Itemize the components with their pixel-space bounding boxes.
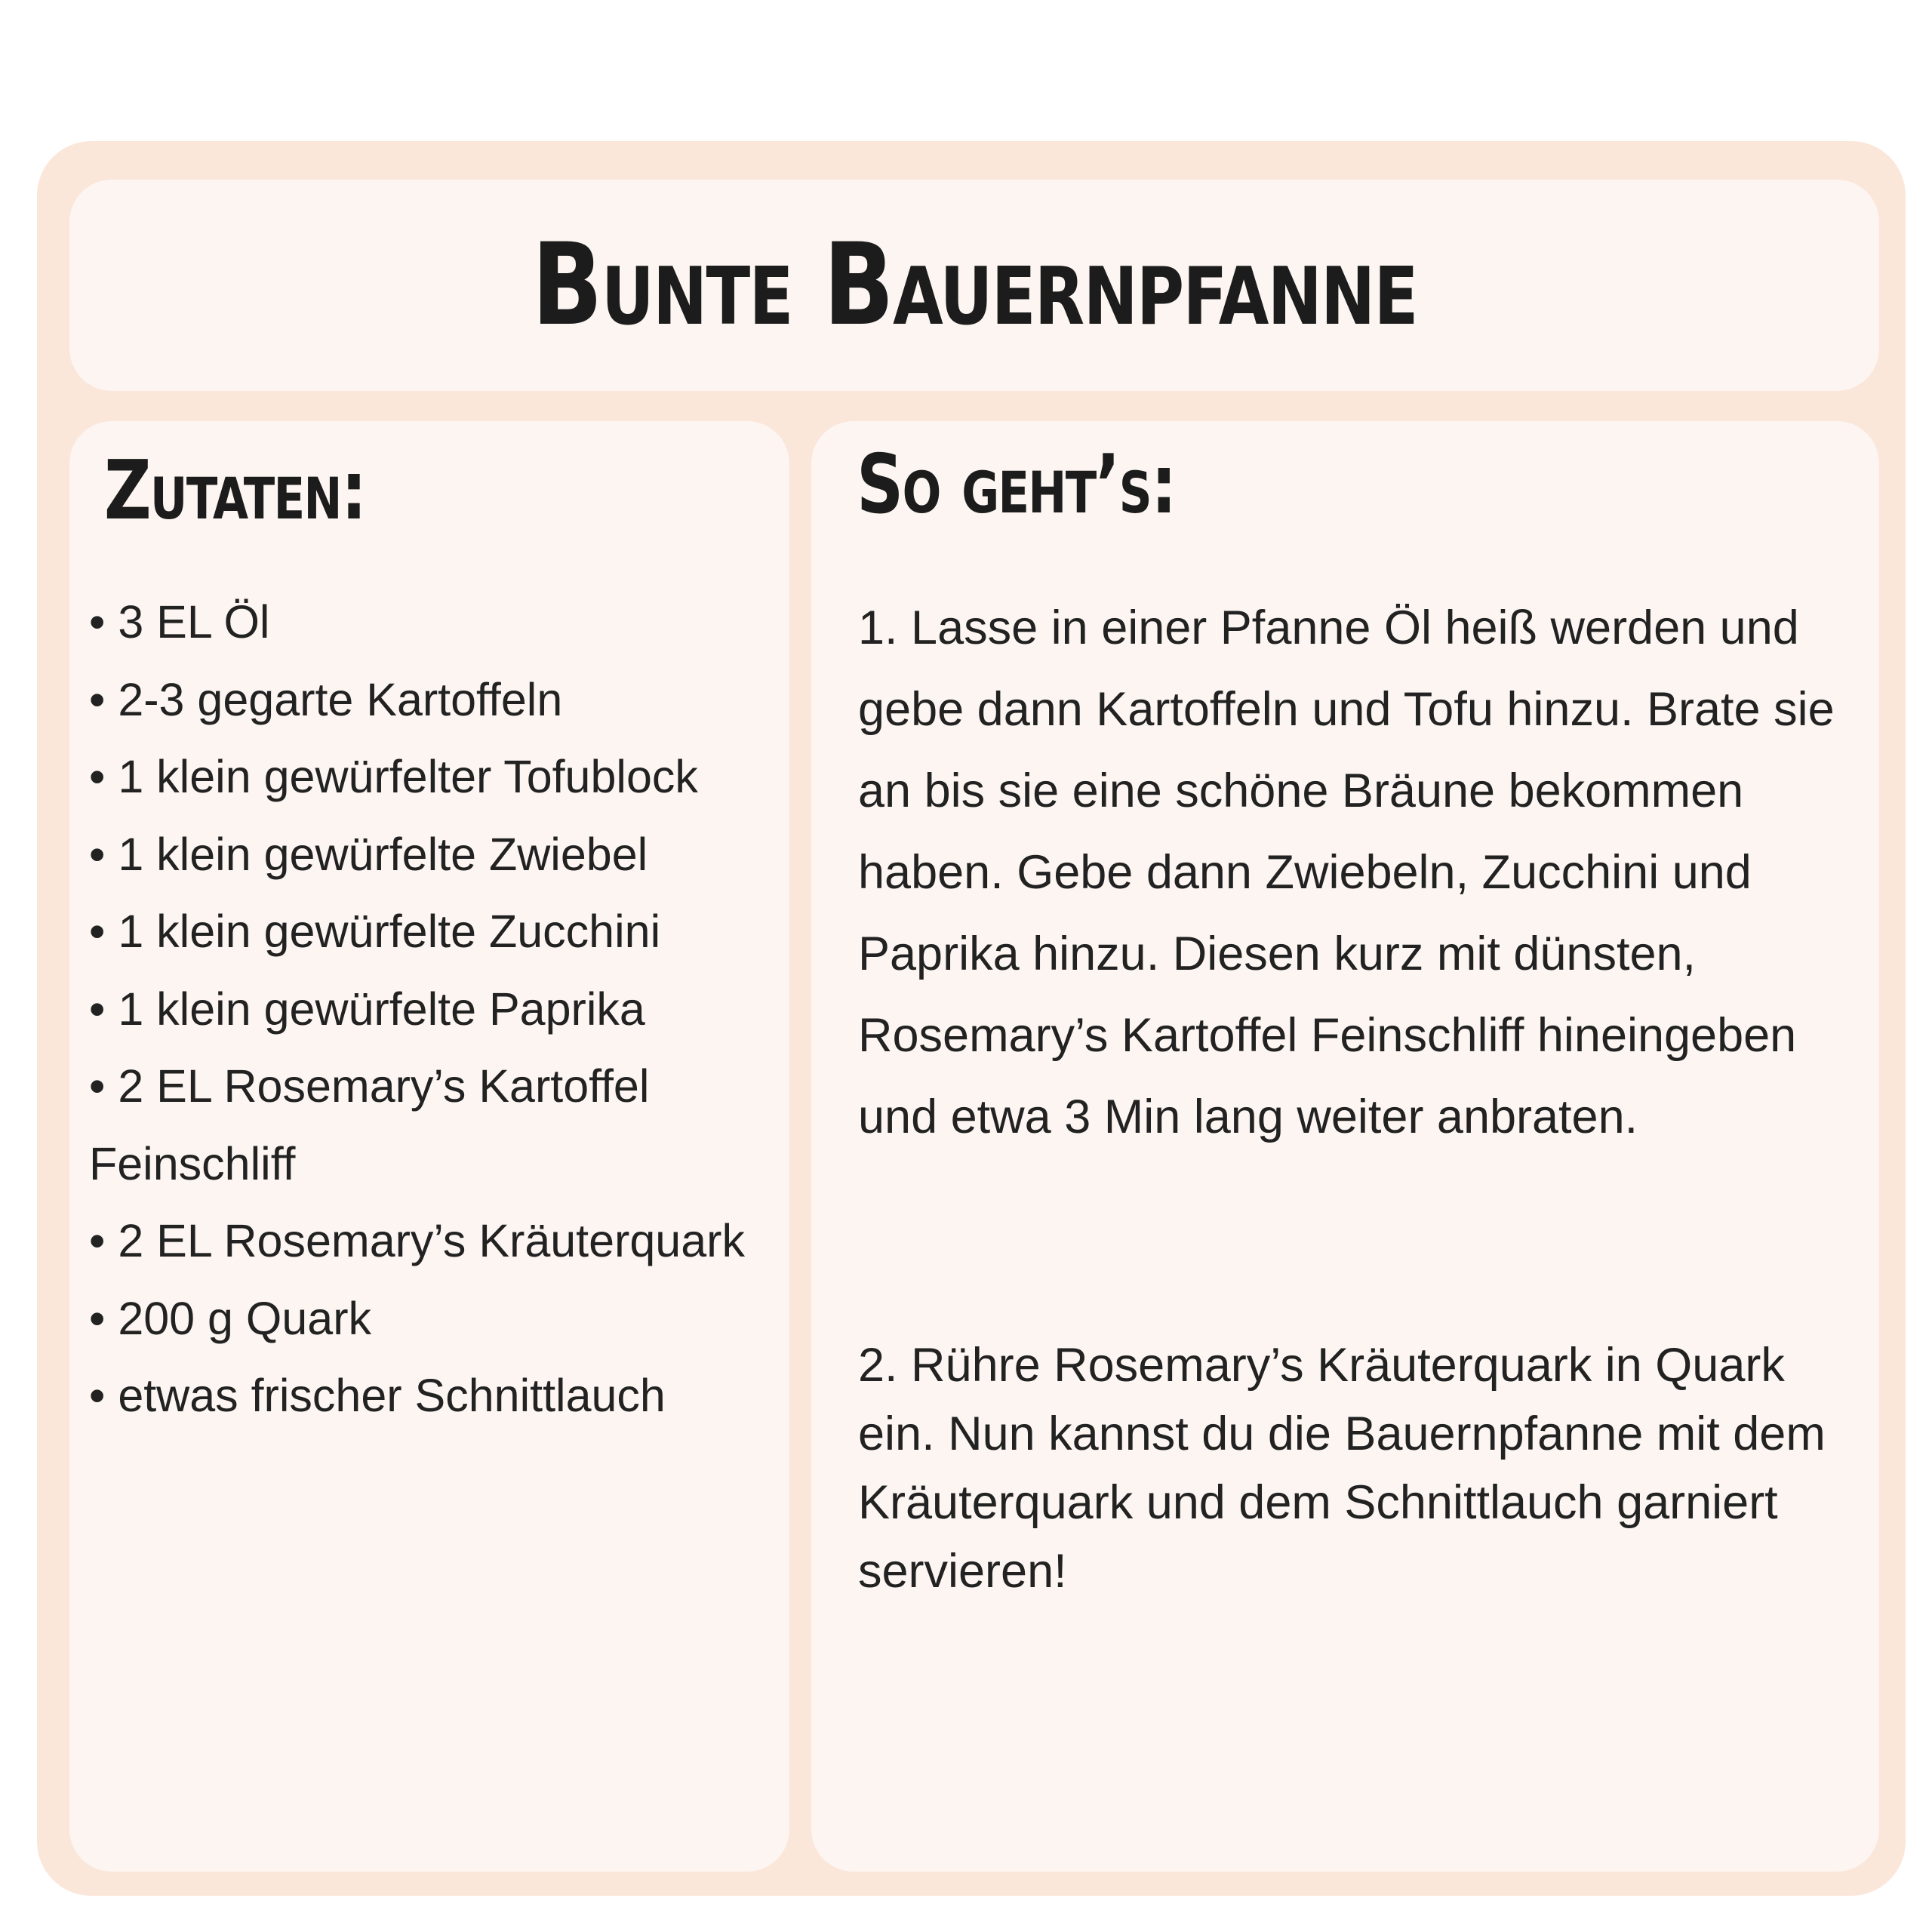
ingredient-item: • 2 EL Rosemary’s Kräuterquark [89,1202,768,1280]
ingredient-item: • etwas frischer Schnittlauch [89,1357,768,1435]
instructions-panel [811,421,1879,1872]
ingredient-item: • 1 klein gewürfelte Zwiebel [89,816,768,894]
title-panel [69,180,1879,391]
ingredients-panel [69,421,789,1872]
ingredient-item: • 1 klein gewürfelte Zucchini [89,893,768,971]
ingredient-item: • 3 EL Öl [89,583,768,661]
ingredient-item: • 2 EL Rosemary’s Kartoffel Feinschliff [89,1048,768,1202]
ingredient-item: • 200 g Quark [89,1280,768,1358]
instructions-heading: So geht’s: [857,438,1176,532]
ingredient-item: • 1 klein gewürfelter Tofublock [89,738,768,816]
ingredients-list [89,583,768,1435]
recipe-title: Bunte Bauernpfanne [531,220,1417,351]
ingredient-item: • 1 klein gewürfelte Paprika [89,971,768,1048]
ingredient-item: • 2-3 gegarte Kartoffeln [89,661,768,739]
ingredients-heading: Zutaten: [104,444,366,538]
instruction-step-1: 1. Lasse in einer Pfanne Öl heiß werden und gebe dann Kartoffeln und Tofu hinzu. Brate sie an bis sie eine schöne Bräune bekommen haben. Gebe dann Zwiebeln, Zucchini und Paprika hinzu. Diesen kurz mit dünsten, Rosemary’s Kartoffel Feinschliff hineingeben und etwa 3 Min lang weiter anbraten. [858,601,1835,1143]
instruction-step-2: 2. Rühre Rosemary’s Kräuterquark in Quark ein. Nun kannst du die Bauernpfanne mit dem Kräuterquark und dem Schnittlauch garniert servieren! [858,1339,1826,1598]
